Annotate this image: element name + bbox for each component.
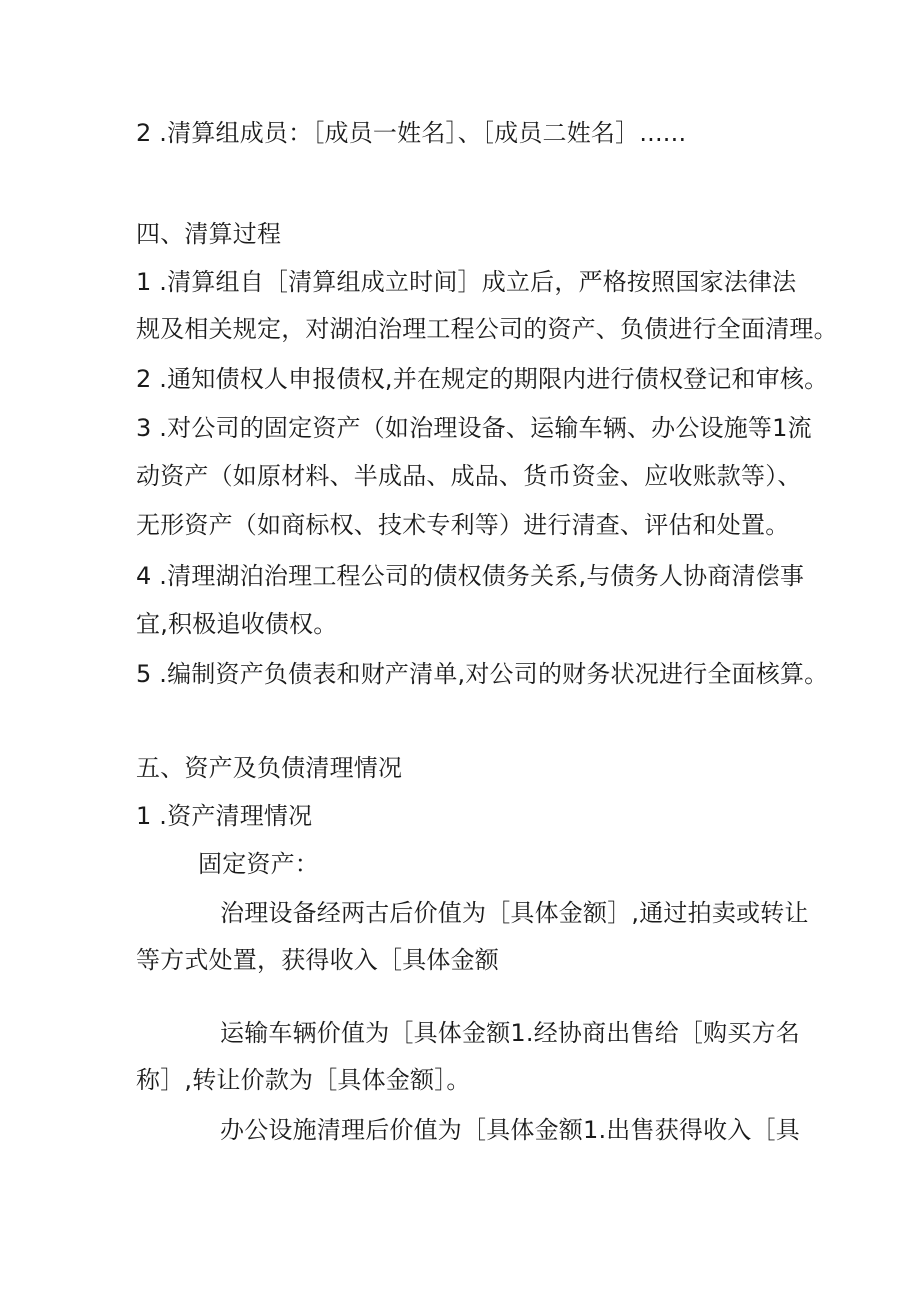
- section-heading-assets-liabilities: 五、资产及负债清理情况: [136, 754, 403, 782]
- subheading-fixed-assets: 固定资产：: [198, 850, 319, 878]
- text-line: 动资产（如原材料、半成品、成品、货币资金、应收账款等）、: [136, 462, 802, 490]
- text-line: 5 .编制资产负债表和财产清单,对公司的财务状况进行全面核算。: [136, 660, 829, 688]
- text-line: 无形资产（如商标权、技术专利等）进行清查、评估和处置。: [136, 511, 790, 539]
- text-line: 4 .清理湖泊治理工程公司的债权债务关系,与债务人协商清偿事: [136, 562, 805, 590]
- text-line: 等方式处置，获得收入［具体金额: [136, 946, 499, 974]
- text-line: 规及相关规定，对湖泊治理工程公司的资产、负债进行全面清理。: [136, 315, 838, 343]
- section-heading-liquidation-process: 四、清算过程: [136, 220, 282, 248]
- subheading-asset-clearing: 1 .资产清理情况: [136, 802, 313, 830]
- text-line: 治理设备经两古后价值为［具体金额］,通过拍卖或转让: [220, 899, 809, 927]
- text-line: 称］,转让价款为［具体金额］。: [136, 1066, 471, 1094]
- text-line: 办公设施清理后价值为［具体金额1.出售获得收入［具: [220, 1116, 800, 1144]
- text-line: 1 .清算组自［清算组成立时间］成立后，严格按照国家法律法: [136, 268, 797, 296]
- text-line-members: 2 .清算组成员：［成员一姓名］、［成员二姓名］......: [136, 119, 687, 147]
- text-line: 宜,积极追收债权。: [136, 610, 338, 638]
- text-line: 2 .通知债权人申报债权,并在规定的期限内进行债权登记和审核。: [136, 365, 829, 393]
- text-line: 运输车辆价值为［具体金额1.经协商出售给［购买方名: [220, 1019, 800, 1047]
- text-line: 3 .对公司的固定资产（如治理设备、运输车辆、办公设施等1流: [136, 414, 812, 442]
